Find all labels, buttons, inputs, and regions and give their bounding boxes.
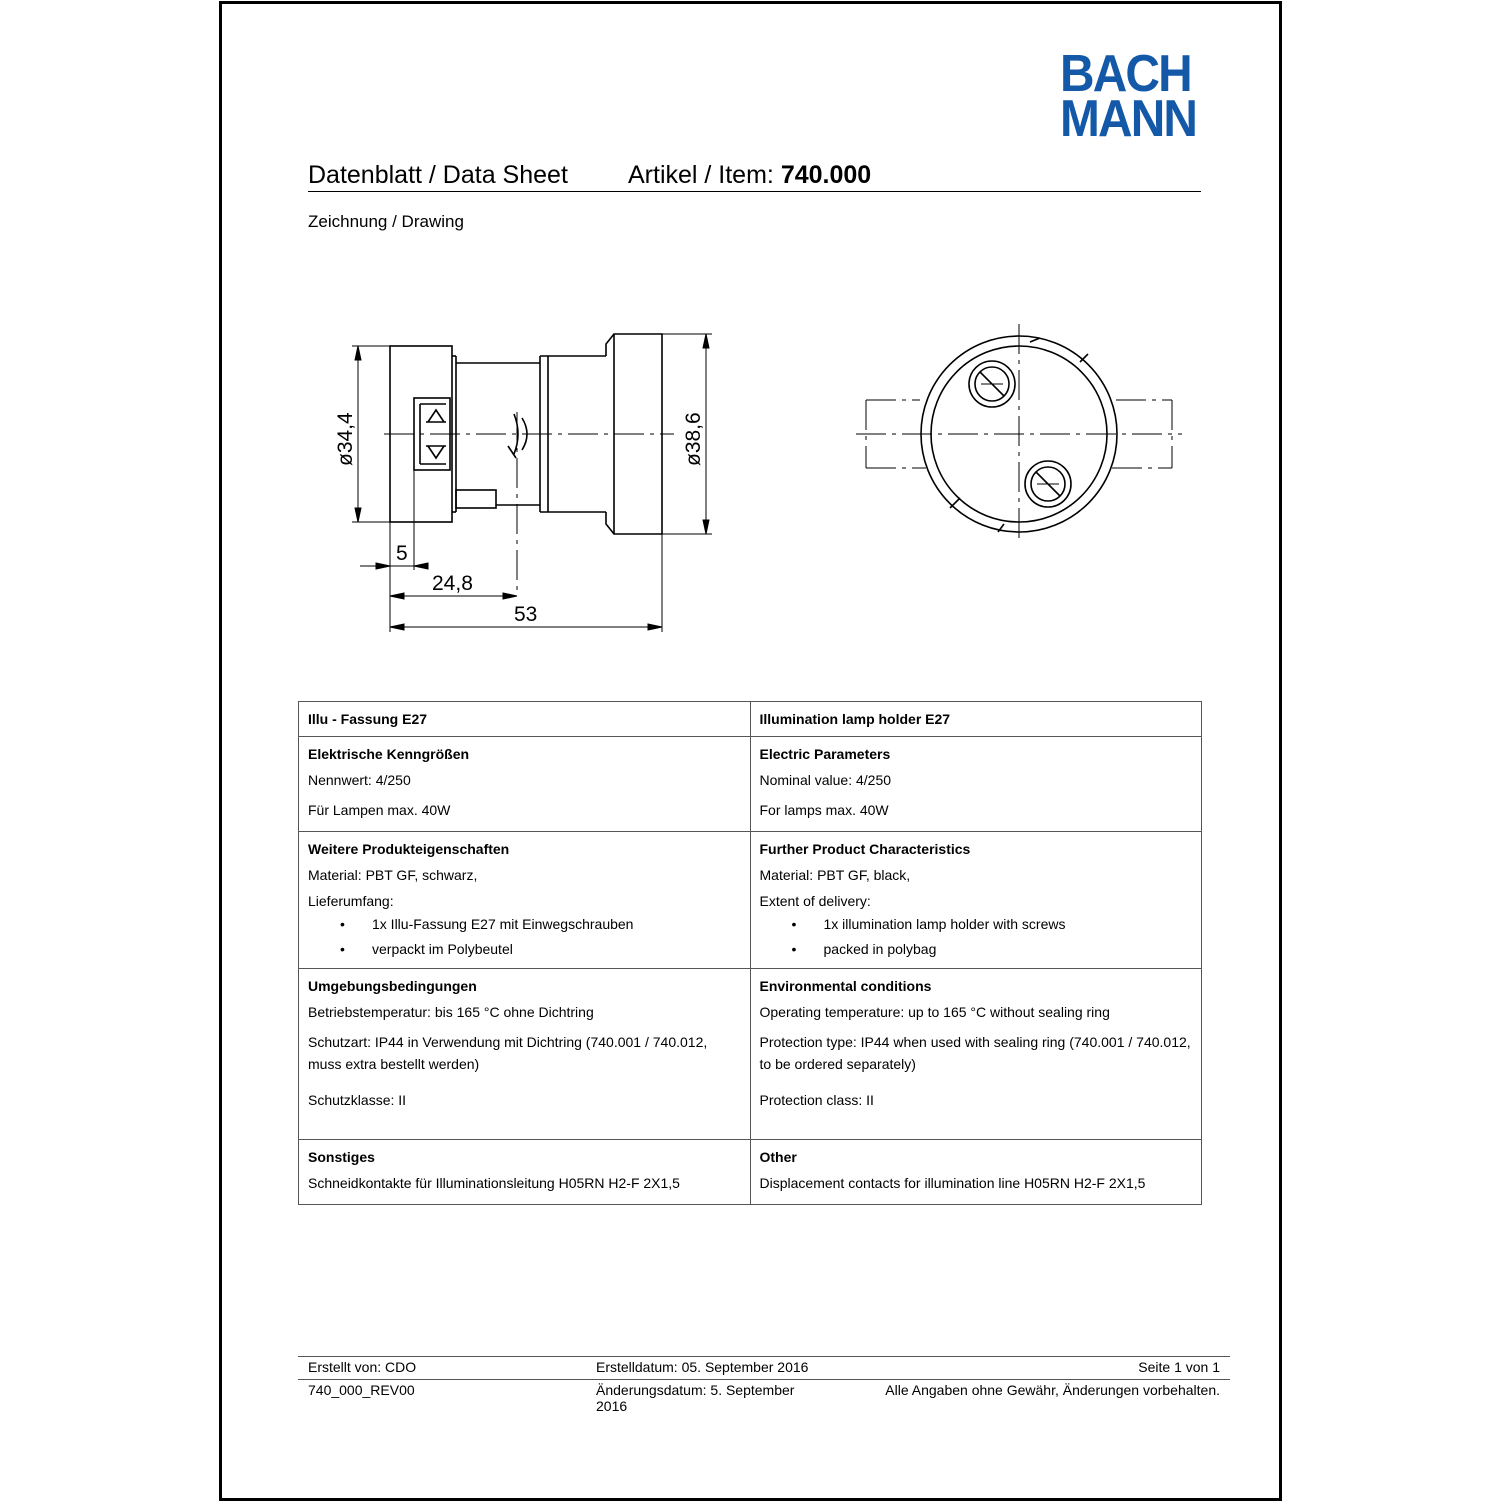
logo-line-2: MANN bbox=[1060, 90, 1197, 148]
delivery-label-en: Extent of delivery: bbox=[759, 893, 871, 909]
table-row bbox=[299, 702, 1202, 737]
environment-head-en: Environmental conditions bbox=[759, 978, 932, 994]
table-row bbox=[299, 737, 1202, 832]
technical-drawing bbox=[0, 0, 1500, 700]
contacts-de: Schneidkontakte für Illuminationsleitung H05RN H2-F 2X1,5 bbox=[308, 1175, 680, 1191]
delivery-label-de: Lieferumfang: bbox=[308, 893, 394, 909]
other-head-de: Sonstiges bbox=[308, 1149, 375, 1165]
electric-head-en: Electric Parameters bbox=[759, 746, 891, 762]
operating-temp-en: Operating temperature: up to 165 °C without sealing ring bbox=[759, 1004, 1110, 1020]
front-center-lines bbox=[856, 324, 1182, 544]
protection-class-en: Protection class: II bbox=[759, 1092, 874, 1108]
created-by: Erstellt von: CDO bbox=[308, 1359, 417, 1375]
cell-en bbox=[750, 702, 1202, 737]
dim-24-8: 24,8 bbox=[432, 572, 473, 595]
nominal-value-en: Nominal value: 4/250 bbox=[759, 772, 892, 788]
product-name-de: Illu - Fassung E27 bbox=[308, 711, 428, 727]
list-item: • 1x illumination lamp holder with screws bbox=[760, 912, 1193, 937]
table-row bbox=[299, 969, 1202, 1140]
cell-de bbox=[299, 969, 751, 1140]
protection-type-de: Schutzart: IP44 in Verwendung mit Dichtring (740.001 / 740.012, muss extra bestellt werden) bbox=[308, 1034, 708, 1072]
doc-id: 740_000_REV00 bbox=[308, 1382, 415, 1398]
protection-class-de: Schutzklasse: II bbox=[308, 1092, 407, 1108]
operating-temp-de: Betriebstemperatur: bis 165 °C ohne Dichtring bbox=[308, 1004, 594, 1020]
cell-en bbox=[750, 969, 1202, 1140]
protection-type-en: Protection type: IP44 when used with sealing ring (740.001 / 740.012, to be ordered separately) bbox=[759, 1034, 1191, 1072]
other-head-en: Other bbox=[759, 1149, 797, 1165]
footer-row-2 bbox=[298, 1379, 1230, 1414]
section-label: Zeichnung / Drawing bbox=[308, 212, 464, 231]
material-de: Material: PBT GF, schwarz, bbox=[308, 867, 478, 883]
cell-en bbox=[750, 737, 1202, 832]
environment-head-de: Umgebungsbedingungen bbox=[308, 978, 477, 994]
logo-line-1: BACH bbox=[1060, 45, 1191, 103]
page-number: Seite 1 von 1 bbox=[1138, 1359, 1220, 1375]
product-props-head-en: Further Product Characteristics bbox=[759, 841, 971, 857]
cell-de bbox=[299, 1140, 751, 1205]
cell-en bbox=[750, 1140, 1202, 1205]
spec-table bbox=[298, 701, 1202, 1205]
delivery-list-en bbox=[760, 912, 1193, 962]
dim-53: 53 bbox=[514, 603, 538, 626]
product-name-en: Illumination lamp holder E27 bbox=[759, 711, 951, 727]
table-row bbox=[299, 1140, 1202, 1205]
cell-de bbox=[299, 737, 751, 832]
dim-left-diameter: ø34,4 bbox=[334, 412, 357, 466]
created-date: Erstelldatum: 05. September 2016 bbox=[596, 1359, 809, 1375]
list-item: • verpackt im Polybeutel bbox=[308, 937, 741, 962]
list-item: • packed in polybag bbox=[760, 937, 1193, 962]
item-number: 740.000 bbox=[780, 161, 872, 189]
product-props-head-de: Weitere Produkteigenschaften bbox=[308, 841, 510, 857]
cell-de bbox=[299, 832, 751, 969]
table-row bbox=[299, 832, 1202, 969]
item-prefix: Artikel / Item: bbox=[628, 161, 781, 189]
dim-5: 5 bbox=[396, 542, 408, 565]
material-en: Material: PBT GF, black, bbox=[759, 867, 911, 883]
disclaimer: Alle Angaben ohne Gewähr, Änderungen vorbehalten. bbox=[885, 1382, 1220, 1398]
contacts-en: Displacement contacts for illumination line H05RN H2-F 2X1,5 bbox=[759, 1175, 1146, 1191]
cell-de bbox=[299, 702, 751, 737]
changed-date: Änderungsdatum: 5. September 2016 bbox=[596, 1382, 795, 1414]
nominal-value-de: Nennwert: 4/250 bbox=[308, 772, 411, 788]
footer-row-1 bbox=[298, 1356, 1230, 1379]
cell-en bbox=[750, 832, 1202, 969]
document-title: Datenblatt / Data Sheet bbox=[308, 161, 568, 189]
max-lamp-de: Für Lampen max. 40W bbox=[308, 802, 451, 818]
delivery-list-de bbox=[308, 912, 741, 962]
list-item: • 1x Illu-Fassung E27 mit Einwegschrauben bbox=[308, 912, 741, 937]
footer bbox=[298, 1356, 1230, 1414]
side-dimensions bbox=[352, 334, 712, 632]
dim-right-diameter: ø38,6 bbox=[682, 412, 705, 466]
max-lamp-en: For lamps max. 40W bbox=[759, 802, 889, 818]
electric-head-de: Elektrische Kenngrößen bbox=[308, 746, 470, 762]
